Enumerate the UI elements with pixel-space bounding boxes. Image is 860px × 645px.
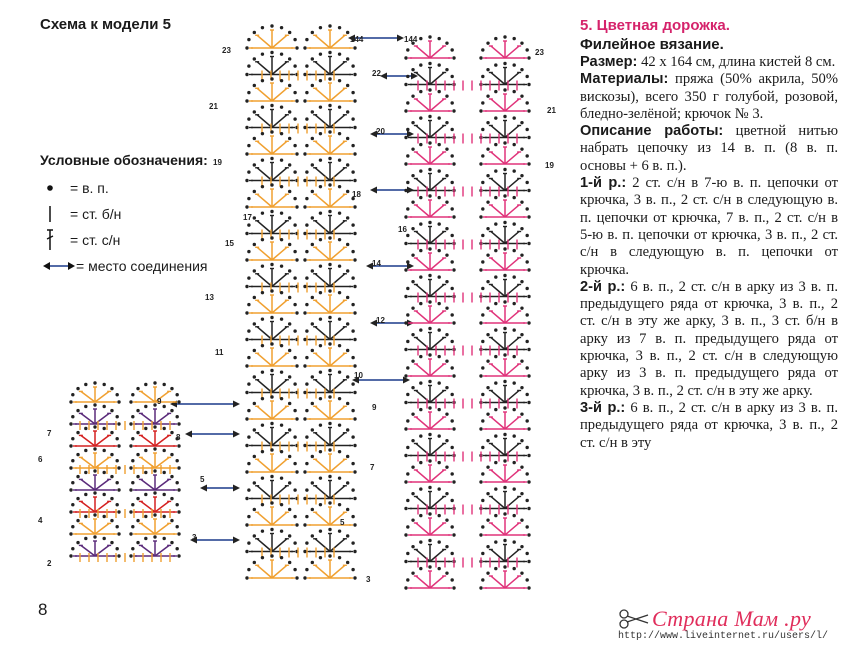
paragraph-row-3: [580, 400, 838, 452]
shell-motif: [69, 381, 120, 403]
shell-motif: [245, 395, 298, 420]
shell-motif: [479, 88, 530, 112]
join-arrow: [380, 73, 418, 80]
shell-motif: [479, 406, 530, 430]
legend-label: = ст. с/н: [70, 232, 121, 248]
shell-motif: [129, 535, 180, 557]
shell-motif: [404, 168, 455, 192]
shell-motif: [404, 247, 455, 271]
paragraph-text: 2 ст. с/н в 7-ю в. п. цепочки от крючка, 3 в. п., 2 ст. с/н в следующую в. п. цепочки от крючка, 7 в. п., 2 ст. с/н в 5-ю в. п. цепочки от крючка, 3 в. п., 2 ст. с/н в следующую в. п. цепочки от крючка.: [580, 175, 838, 278]
row-label: 16: [398, 225, 407, 234]
shell-motif: [479, 221, 530, 245]
row-label: 9: [157, 397, 162, 406]
shell-motif: [404, 141, 455, 165]
shell-motif: [404, 512, 455, 536]
row-label: 17: [243, 213, 252, 222]
shell-motif: [129, 425, 180, 447]
shell-motif: [69, 425, 120, 447]
shell-motif: [404, 406, 455, 430]
shell-motif: [129, 403, 180, 425]
row-label: 7: [47, 429, 52, 438]
row-label: 4: [38, 516, 43, 525]
shell-motif: [404, 221, 455, 245]
row-label: 7: [370, 463, 375, 472]
shell-motif: [245, 210, 298, 235]
shell-motif: [479, 300, 530, 324]
shell-motif: [303, 501, 356, 526]
shell-motif: [245, 342, 298, 367]
row-label: 14: [372, 259, 381, 268]
shell-motif: [303, 236, 356, 261]
join-arrow: [190, 537, 240, 544]
watermark: [618, 606, 858, 644]
row-label: 5: [340, 518, 345, 527]
shell-motif: [479, 486, 530, 510]
join-arrow: [200, 485, 240, 492]
shell-motif: [303, 24, 356, 49]
row-label: 21: [547, 106, 556, 115]
shell-motif: [404, 539, 455, 563]
shell-motif: [479, 459, 530, 483]
paragraph-text: 6 в. п., 2 ст. с/н в арку из 3 в. п. предыдущего ряда от крючка, 3 в. п., 2 ст. с/н в эту: [580, 399, 838, 451]
row-label: 3: [192, 533, 197, 542]
shell-motif: [303, 210, 356, 235]
watermark-text: Страна Мам .ру: [652, 606, 812, 631]
shell-motif: [69, 535, 120, 557]
shell-motif: [245, 263, 298, 288]
shell-motif: [404, 327, 455, 351]
shell-motif: [479, 380, 530, 404]
row-label: 20: [376, 127, 385, 136]
article-subtitle: Филейное вязание.: [580, 36, 724, 53]
shell-motif: [303, 289, 356, 314]
paragraph-size: [580, 54, 838, 71]
shell-motif: [479, 539, 530, 563]
shell-motif: [245, 448, 298, 473]
row-label: 23: [535, 48, 544, 57]
shell-motif: [303, 104, 356, 129]
paragraph-text: цветной нитью набрать цепочку из 14 в. п. (8 в. п. основы + 6 в. п.).: [580, 123, 838, 174]
shell-motif: [303, 422, 356, 447]
shell-motif: [245, 316, 298, 341]
shell-motif: [245, 130, 298, 155]
row-label: 9: [372, 403, 377, 412]
shell-motif: [404, 380, 455, 404]
shell-motif: [245, 501, 298, 526]
row-label: 18: [352, 190, 361, 199]
row-label: 13: [205, 293, 214, 302]
shell-motif: [129, 491, 180, 513]
shell-motif: [404, 353, 455, 377]
row-label: 23: [222, 46, 231, 55]
row-label: 5: [200, 475, 205, 484]
shell-motif: [129, 469, 180, 491]
paragraph-row-2: [580, 279, 838, 400]
shell-motif: [404, 486, 455, 510]
legend-label: = в. п.: [70, 180, 109, 196]
join-label-left: 144: [350, 35, 364, 44]
shell-motif: [303, 157, 356, 182]
shell-motif: [479, 141, 530, 165]
row-label: 11: [215, 348, 224, 357]
shell-motif: [245, 157, 298, 182]
paragraph-label: 1-й р.:: [580, 175, 627, 192]
shell-motif: [129, 513, 180, 535]
shell-motif: [245, 77, 298, 102]
shell-motif: [245, 528, 298, 553]
row-label: 12: [376, 316, 385, 325]
shell-motif: [245, 24, 298, 49]
shell-motif: [404, 459, 455, 483]
page-number: 8: [38, 600, 48, 619]
paragraph-materials: [580, 71, 838, 123]
article-title: 5. Цветная дорожка.: [580, 17, 730, 34]
shell-motif: [479, 274, 530, 298]
row-label: 2: [47, 559, 52, 568]
shell-motif: [479, 247, 530, 271]
paragraph-text: пряжа (50% акрила, 50% вискозы), всего 350 г голубой, розовой, бледно-зелёной; крючок № 3.: [580, 71, 838, 122]
shell-motif: [404, 433, 455, 457]
stitch-motifs: [69, 24, 530, 589]
shell-motif: [303, 316, 356, 341]
join-arrow: [185, 431, 240, 438]
row-label: 8: [176, 433, 181, 442]
paragraph-label: Описание работы:: [580, 123, 724, 140]
shell-motif: [129, 447, 180, 469]
shell-motif: [303, 528, 356, 553]
legend-label: = место соединения: [76, 258, 208, 274]
shell-motif: [245, 289, 298, 314]
shell-motif: [303, 130, 356, 155]
shell-motif: [479, 565, 530, 589]
shell-motif: [404, 115, 455, 139]
row-label: 19: [213, 158, 222, 167]
shell-motif: [479, 168, 530, 192]
shell-motif: [69, 491, 120, 513]
paragraph-row-1: [580, 175, 838, 279]
shell-motif: [245, 369, 298, 394]
row-label: 19: [545, 161, 554, 170]
shell-motif: [69, 447, 120, 469]
shell-motif: [245, 236, 298, 261]
shell-motif: [479, 353, 530, 377]
shell-motif: [303, 448, 356, 473]
join-label-right: 144: [404, 35, 418, 44]
shell-motif: [479, 512, 530, 536]
paragraph-label: 3-й р.:: [580, 399, 626, 416]
shell-motif: [479, 194, 530, 218]
row-label: 6: [38, 455, 43, 464]
shell-motif: [303, 77, 356, 102]
shell-motif: [69, 403, 120, 425]
row-label: 15: [225, 239, 234, 248]
row-label: 10: [354, 371, 363, 380]
shell-motif: [245, 475, 298, 500]
shell-motif: [479, 115, 530, 139]
shell-motif: [245, 183, 298, 208]
shell-motif: [303, 342, 356, 367]
shell-motif: [245, 422, 298, 447]
paragraph-label: Размер:: [580, 54, 638, 70]
paragraph-label: 2-й р.:: [580, 278, 626, 295]
shell-motif: [479, 62, 530, 86]
paragraph-description: [580, 123, 838, 175]
row-labels: [38, 35, 556, 584]
shell-motif: [303, 369, 356, 394]
shell-motif: [129, 381, 180, 403]
shell-motif: [245, 104, 298, 129]
article: [580, 17, 838, 452]
scheme-title: Схема к модели 5: [40, 16, 172, 33]
shell-motif: [303, 475, 356, 500]
paragraph-text: 6 в. п., 2 ст. с/н в арку из 3 в. п. предыдущего ряда от крючка, 3 в. п., 2 ст. с/н в эту же арку, 3 в. п., 3 ст. б/н в арку из 7 в. п. предыдущего ряда от крючка, 3 в. п., 2 ст. с/н в следующую арку из 3 в. п. предыдущего ряда от крючка, 3 в. п., 2 ст. с/н в эту же арку.: [580, 278, 838, 399]
shell-motif: [404, 300, 455, 324]
shell-motif: [303, 51, 356, 76]
paragraph-text: 42 х 164 см, длина кистей 8 см.: [637, 54, 836, 70]
shell-motif: [69, 469, 120, 491]
scissors-icon: [618, 608, 654, 630]
join-connectors: [170, 35, 418, 544]
shell-motif: [404, 274, 455, 298]
shell-motif: [479, 327, 530, 351]
shell-motif: [303, 395, 356, 420]
watermark-url: http://www.liveinternet.ru/users/l/: [618, 631, 829, 642]
row-label: 22: [372, 69, 381, 78]
shell-motif: [303, 554, 356, 579]
shell-motif: [303, 183, 356, 208]
shell-motif: [303, 263, 356, 288]
shell-motif: [245, 554, 298, 579]
shell-motif: [404, 194, 455, 218]
shell-motif: [404, 88, 455, 112]
shell-motif: [245, 51, 298, 76]
row-label: 21: [209, 102, 218, 111]
paragraph-label: Материалы:: [580, 71, 669, 88]
shell-motif: [69, 513, 120, 535]
shell-motif: [479, 35, 530, 59]
legend-label: = ст. б/н: [70, 206, 122, 222]
shell-motif: [479, 433, 530, 457]
row-label: 3: [366, 575, 371, 584]
legend-title: Условные обозначения:: [40, 152, 208, 168]
shell-motif: [404, 565, 455, 589]
